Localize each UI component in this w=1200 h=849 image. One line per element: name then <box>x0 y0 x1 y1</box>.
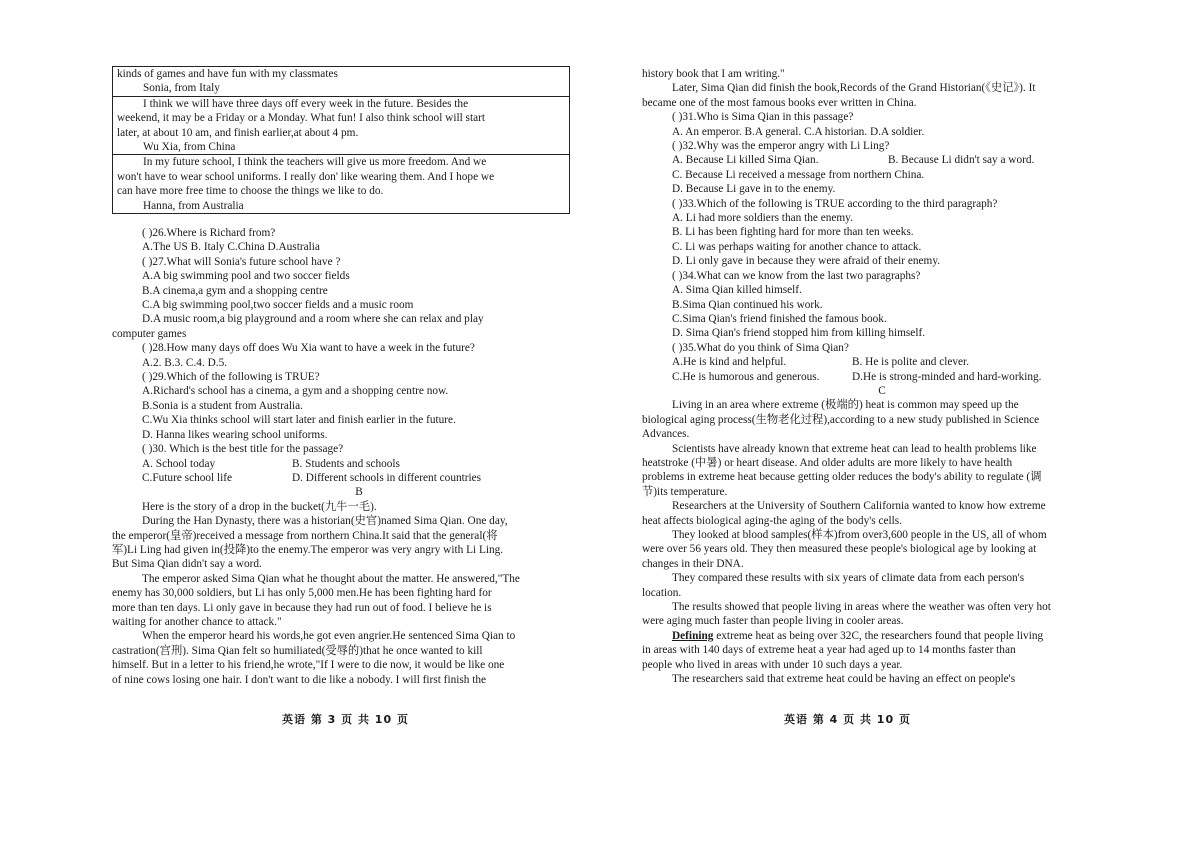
box-section-wuxia <box>113 96 569 155</box>
passage-c-line: in areas with 140 days of extreme heat a year had aged up to 14 months faster than <box>642 644 1016 657</box>
question-35-options-ab <box>642 355 1094 369</box>
passage-b-cont-line: became one of the most famous books ever written in China. <box>642 96 917 109</box>
passage-b-line: When the emperor heard his words,he got even angrier.He sentenced Sima Qian to <box>142 630 516 643</box>
passage-c-line: Scientists have already known that extreme heat can lead to health problems like <box>672 442 1037 455</box>
page-footer-4: 英语 第 4 页 共 10 页 <box>784 713 911 726</box>
passage-c-line: changes in their DNA. <box>642 557 744 570</box>
passage-c-line: The results showed that people living in areas where the weather was often very hot <box>672 601 1051 614</box>
passage-b-line: Here is the story of a drop in the bucket(九牛一毛). <box>142 500 377 513</box>
question-27-option-c: C.A big swimming pool,two soccer fields and a music room <box>142 299 414 312</box>
question-26: ( )26.Where is Richard from? <box>142 227 276 239</box>
question-30: ( )30. Which is the best title for the passage? <box>142 443 344 456</box>
passage-c-line: location. <box>642 586 682 599</box>
question-32-options-ab <box>642 153 1094 167</box>
passage-c-line: Researchers at the University of Southern California wanted to know how extreme <box>672 500 1046 513</box>
passage-b-line: castration(宫刑). Sima Qian felt so humiliated(受辱的)that he once wanted to kill <box>112 644 483 657</box>
passage-c-line: Advances. <box>642 428 690 441</box>
box-author-sonia: Sonia, from Italy <box>143 82 220 95</box>
question-29: ( )29.Which of the following is TRUE? <box>142 371 320 384</box>
question-28: ( )28.How many days off does Wu Xia want to have a week in the future? <box>142 342 475 355</box>
question-30-option-a: A. School today <box>142 457 216 470</box>
passage-c-line: They compared these results with six years of climate data from each person's <box>672 572 1025 585</box>
page-4 <box>642 0 1094 849</box>
passage-b-line: more than ten days. Li only gave in because they had run out of food. I believe he is <box>112 601 492 614</box>
passage-c-line: The researchers said that extreme heat could be having an effect on people's <box>672 673 1016 686</box>
questions-26-30 <box>112 226 572 687</box>
passage-b-line: enemy has 30,000 soldiers, but Li has only 5,000 men.He has been fighting hard for <box>112 587 492 600</box>
passage-c-line: heat affects biological aging-the aging of the body's cells. <box>642 514 903 527</box>
passage-b-line: the emperor(皇帝)received a message from northern China.It said that the general(将 <box>112 529 498 542</box>
question-34-option-a: A. Sima Qian killed himself. <box>672 284 802 297</box>
question-35: ( )35.What do you think of Sima Qian? <box>672 341 849 354</box>
question-30-options-ab <box>112 457 572 471</box>
box-line: later, at about 10 am, and finish earlier,at about 4 pm. <box>117 126 359 139</box>
passage-c-line: They looked at blood samples(样本)from over3,600 people in the US, all of whom <box>672 529 1047 541</box>
box-section-hanna <box>113 154 569 213</box>
passage-c-defining-line <box>642 629 1094 643</box>
box-line: won't have to wear school uniforms. I really don' like wearing them. And I hope we <box>117 170 495 183</box>
question-31: ( )31.Who is Sima Qian in this passage? <box>672 111 854 124</box>
passage-c-line: Living in an area where extreme (极端的) heat is common may speed up the <box>672 399 1019 412</box>
box-author-wuxia: Wu Xia, from China <box>143 141 236 154</box>
page-3 <box>112 0 572 849</box>
question-35-option-d: D.He is strong-minded and hard-working. <box>852 370 1042 383</box>
box-line: In my future school, I think the teachers will give us more freedom. And we <box>143 156 487 169</box>
question-33-option-b: B. Li has been fighting hard for more than ten weeks. <box>672 226 914 239</box>
question-30-option-b: B. Students and schools <box>292 457 400 470</box>
question-32-option-c: C. Because Li received a message from northern China. <box>672 168 925 181</box>
box-section-sonia <box>113 67 569 96</box>
question-33-option-a: A. Li had more soldiers than the enemy. <box>672 212 853 225</box>
passage-c-line: biological aging process(生物老化过程),according to a new study published in Science <box>642 413 1040 426</box>
box-line: weekend, it may be a Friday or a Monday. What fun! I also think school will start <box>117 112 486 125</box>
question-34: ( )34.What can we know from the last two paragraphs? <box>672 269 921 282</box>
question-29-option-a: A.Richard's school has a cinema, a gym and a shopping centre now. <box>142 385 449 398</box>
question-26-options: A.The US B. Italy C.China D.Australia <box>142 241 320 254</box>
question-27-option-b: B.A cinema,a gym and a shopping centre <box>142 284 328 297</box>
question-28-options: A.2. B.3. C.4. D.5. <box>142 356 228 369</box>
testimonial-box <box>112 66 570 214</box>
question-34-option-d: D. Sima Qian's friend stopped him from killing himself. <box>672 327 926 340</box>
passage-c-line: were over 56 years old. They then measured these people's biological age by looking at <box>642 543 1037 556</box>
box-line: can have more free time to choose the things we like to do. <box>117 185 384 198</box>
passage-c-line: were aging much faster than people living in cooler areas. <box>642 615 904 628</box>
section-b-heading: B <box>355 486 363 499</box>
question-30-option-d: D. Different schools in different countries <box>292 471 482 484</box>
question-33-option-d: D. Li only gave in because they were afraid of their enemy. <box>672 255 941 268</box>
question-30-options-cd <box>112 471 572 485</box>
section-c-heading: C <box>878 384 886 397</box>
passage-c-line: problems in extreme heat because getting older reduces the body's ability to regulate (调 <box>642 471 1042 484</box>
question-33: ( )33.Which of the following is TRUE according to the third paragraph? <box>672 197 998 210</box>
question-27: ( )27.What will Sonia's future school have ? <box>142 255 341 268</box>
question-27-option-a: A.A big swimming pool and two soccer fields <box>142 270 350 283</box>
question-34-option-c: C.Sima Qian's friend finished the famous book. <box>672 312 887 325</box>
passage-b-line: The emperor asked Sima Qian what he thought about the matter. He answered,"The <box>142 572 520 585</box>
passage-c-line: people who lived in areas with under 10 such days a year. <box>642 658 903 671</box>
defining-word: Defining <box>672 629 714 642</box>
defining-rest: extreme heat as being over 32C, the researchers found that people living <box>713 629 1044 642</box>
passage-b-line: During the Han Dynasty, there was a historian(史官)named Sima Qian. One day, <box>142 515 508 528</box>
question-29-option-c: C.Wu Xia thinks school will start later and finish earlier in the future. <box>142 414 456 427</box>
passage-b-cont-line: Later, Sima Qian did finish the book,Records of the Grand Historian(《史记》). It <box>672 82 1036 95</box>
question-32-option-a: A. Because Li killed Sima Qian. <box>672 154 819 167</box>
question-34-option-b: B.Sima Qian continued his work. <box>672 298 823 311</box>
passage-b-cont-line: history book that I am writing." <box>642 68 785 80</box>
question-33-option-c: C. Li was perhaps waiting for another chance to attack. <box>672 240 922 253</box>
passage-b-line: But Sima Qian didn't say a word. <box>112 558 262 571</box>
question-29-option-b: B.Sonia is a student from Australia. <box>142 399 303 412</box>
question-30-option-c: C.Future school life <box>142 471 233 484</box>
page-4-content <box>642 67 1094 686</box>
question-32-option-d: D. Because Li gave in to the enemy. <box>672 183 836 196</box>
question-35-option-b: B. He is polite and clever. <box>852 356 970 369</box>
box-line: kinds of games and have fun with my classmates <box>117 68 338 80</box>
question-35-option-c: C.He is humorous and generous. <box>672 370 820 383</box>
question-27-option-d-cont: computer games <box>112 327 187 340</box>
question-32: ( )32.Why was the emperor angry with Li Ling? <box>672 140 890 153</box>
passage-b-line: of nine cows losing one hair. I don't want to die like a nobody. I will first finish the <box>112 673 487 686</box>
question-27-option-d: D.A music room,a big playground and a room where she can relax and play <box>142 313 484 326</box>
passage-b-line: waiting for another chance to attack." <box>112 615 282 628</box>
passage-b-line: himself. But in a letter to his friend,he wrote,"If I were to die now, it would be like one <box>112 659 505 672</box>
page-footer-3: 英语 第 3 页 共 10 页 <box>282 713 409 726</box>
box-line: I think we will have three days off every week in the future. Besides the <box>143 97 469 110</box>
question-35-option-a: A.He is kind and helpful. <box>672 356 787 369</box>
question-35-options-cd <box>642 370 1094 384</box>
question-31-options: A. An emperor. B.A general. C.A historian. D.A soldier. <box>672 125 925 138</box>
passage-c-line: heatstroke (中暑) or heart disease. And older adults are more likely to have health <box>642 456 1013 469</box>
question-29-option-d: D. Hanna likes wearing school uniforms. <box>142 428 328 441</box>
box-author-hanna: Hanna, from Australia <box>143 199 244 212</box>
passage-b-line: 军)Li Ling had given in(投降)to the enemy.The emperor was very angry with Li Ling. <box>112 543 504 556</box>
passage-c-line: 节)its temperature. <box>642 485 728 498</box>
question-32-option-b: B. Because Li didn't say a word. <box>888 154 1035 167</box>
